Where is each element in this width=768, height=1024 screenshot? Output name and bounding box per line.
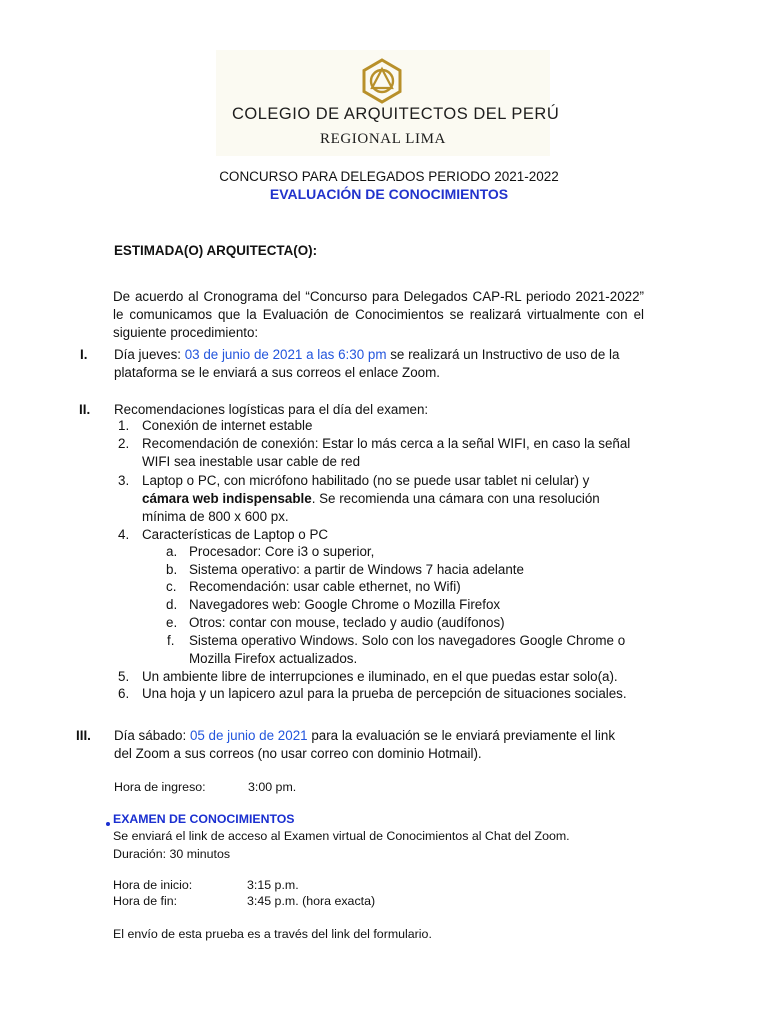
cap-logo-icon [359, 58, 405, 104]
sublist-letter: a. [166, 544, 178, 559]
section-3-date: 05 de junio de 2021 [189, 728, 308, 743]
exam-duration: Duración: 30 minutos [113, 847, 231, 861]
webcam-resolution-text: . Se recomienda una cámara con una resolución [311, 491, 600, 506]
section-1-line-1 [114, 346, 619, 364]
end-time-label: Hora de fin: [113, 894, 178, 908]
entry-time-value: 3:00 pm. [248, 780, 297, 794]
sublist-item: Procesador: Core i3 o superior, [189, 544, 375, 559]
start-time-label: Hora de inicio: [113, 878, 193, 892]
intro-paragraph: De acuerdo al Cronograma del “Concurso para Delegados CAP-RL periodo 2021-2022” le comunicamos que la Evaluación de Conocimientos se realizará virtualmente con el siguiente procedimiento: [113, 289, 644, 340]
section-3-text: para la evaluación se le enviará previamente el link [307, 728, 616, 743]
section-3-prefix: Día sábado: [114, 728, 190, 743]
section-1-prefix: Día jueves: [114, 347, 185, 362]
bullet-icon [106, 822, 110, 826]
section-3-line-1 [114, 727, 615, 745]
list-item-number: 4. [118, 527, 130, 542]
section-2-number: II. [79, 402, 91, 417]
org-region: REGIONAL LIMA [320, 131, 446, 147]
list-item-number: 1. [118, 418, 130, 433]
list-item: Características de Laptop o PC [142, 527, 329, 542]
section-3-number: III. [76, 728, 91, 743]
list-item-cont [142, 490, 600, 508]
org-name: COLEGIO DE ARQUITECTOS DEL PERÚ [232, 105, 560, 123]
section-1-line-2: plataforma se le enviará a sus correos el enlace Zoom. [114, 365, 440, 380]
section-1-number: I. [80, 347, 88, 362]
document-title: CONCURSO PARA DELEGADOS PERIODO 2021-2022 [219, 169, 559, 184]
section-3-line-2: del Zoom a sus correos (no usar correo con dominio Hotmail). [114, 746, 482, 761]
list-item-number: 5. [118, 669, 130, 684]
webcam-required-text: cámara web indispensable [142, 491, 312, 506]
section-1-date: 03 de junio de 2021 a las 6:30 pm [184, 347, 387, 362]
section-1-text: se realizará un Instructivo de uso de la [386, 347, 620, 362]
greeting: ESTIMADA(O) ARQUITECTA(O): [114, 243, 318, 258]
list-item-cont: mínima de 800 x 600 px. [142, 509, 289, 524]
section-2-heading: Recomendaciones logísticas para el día del examen: [114, 402, 429, 417]
exam-description: Se enviará el link de acceso al Examen virtual de Conocimientos al Chat del Zoom. [113, 829, 570, 843]
list-item-cont: WIFI sea inestable usar cable de red [142, 454, 361, 469]
list-item: Un ambiente libre de interrupciones e iluminado, en el que puedas estar solo(a). [142, 669, 618, 684]
end-time-value: 3:45 p.m. (hora exacta) [247, 894, 376, 908]
sublist-letter: e. [166, 615, 178, 630]
exam-note: El envío de esta prueba es a través del link del formulario. [113, 927, 432, 941]
list-item-number: 2. [118, 436, 130, 451]
list-item: Laptop o PC, con micrófono habilitado (no se puede usar tablet ni celular) y [142, 473, 590, 488]
sublist-letter: f. [167, 633, 175, 648]
header-logo-block [216, 50, 560, 156]
start-time-value: 3:15 p.m. [247, 878, 299, 892]
entry-time-label: Hora de ingreso: [114, 780, 206, 794]
list-item-number: 6. [118, 686, 130, 701]
sublist-item: Sistema operativo Windows. Solo con los navegadores Google Chrome o [189, 633, 626, 648]
sublist-letter: b. [166, 562, 178, 577]
sublist-item: Sistema operativo: a partir de Windows 7 hacia adelante [189, 562, 524, 577]
list-item: Conexión de internet estable [142, 418, 313, 433]
list-item: Recomendación de conexión: Estar lo más cerca a la señal WIFI, en caso la señal [142, 436, 631, 451]
sublist-letter: c. [166, 579, 177, 594]
document-subtitle: EVALUACIÓN DE CONOCIMIENTOS [269, 186, 509, 202]
list-item: Una hoja y un lapicero azul para la prueba de percepción de situaciones sociales. [142, 686, 627, 701]
sublist-item: Navegadores web: Google Chrome o Mozilla Firefox [189, 597, 501, 612]
exam-label: EXAMEN DE CONOCIMIENTOS [113, 812, 295, 826]
sublist-letter: d. [166, 597, 178, 612]
sublist-item: Otros: contar con mouse, teclado y audio (audífonos) [189, 615, 505, 630]
sublist-item: Recomendación: usar cable ethernet, no Wifi) [189, 579, 461, 594]
sublist-item-cont: Mozilla Firefox actualizados. [189, 651, 358, 666]
list-item-number: 3. [118, 473, 130, 488]
